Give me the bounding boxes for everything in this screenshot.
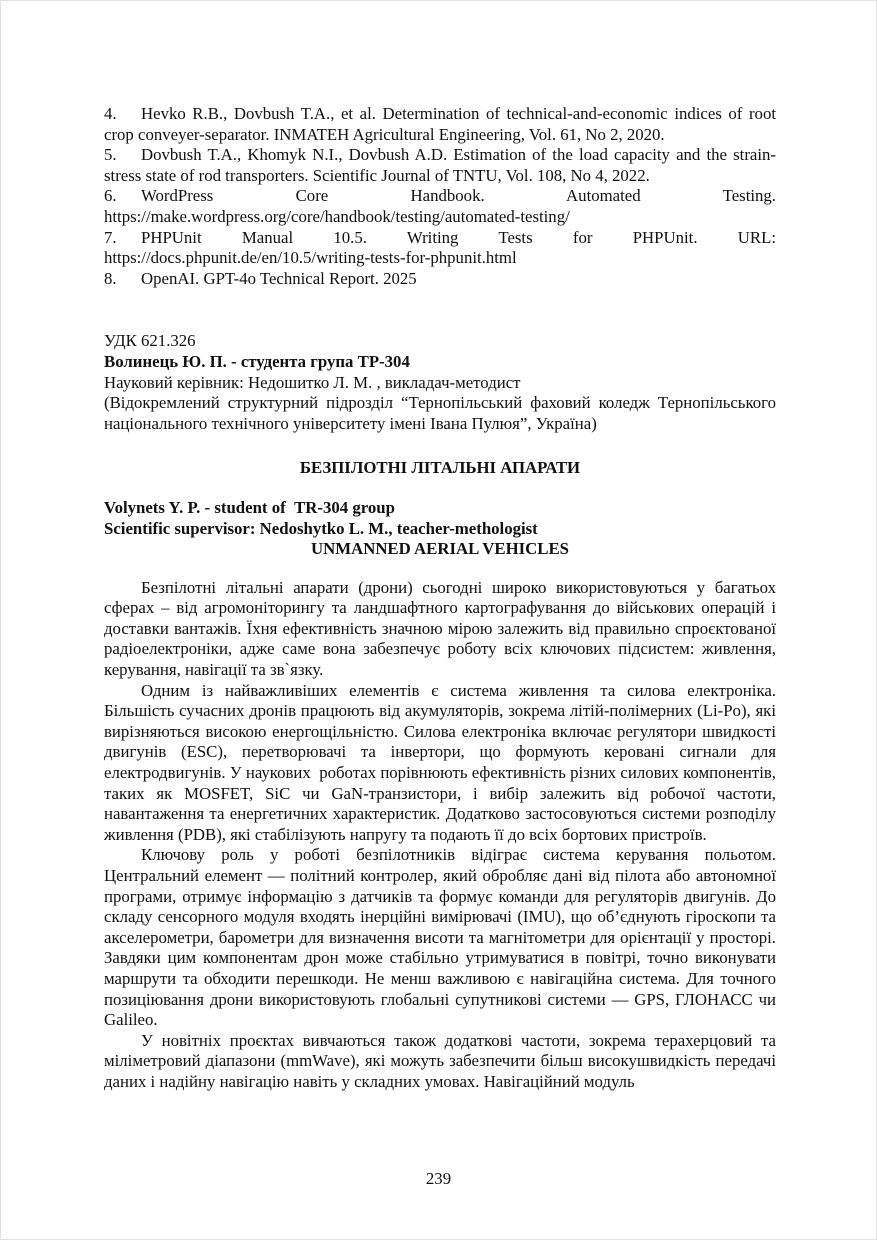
reference-text: OpenAI. GPT-4o Technical Report. 2025	[141, 268, 417, 288]
body-paragraph: Ключову роль у роботі безпілотників відіграє система керування польотом. Центральний елемент — політний контролер, який обробляє дані від пілота або автономної програми, отримує інформацію з датчиків та формує команди для регуляторів двигунів. До складу сенсорного модуля входять інерційні вимірювачі (IMU), що об’єднують гіроскопи та акселерометри, барометри для визначення висоти та магнітометри для орієнтації у просторі. Завдяки цим компонентам дрон може стабільно утримуватися в повітрі, точно виконувати маршрути та обходити перешкоди. Не менш важливою є навігаційна система. Для точного позиціювання дрони використовують глобальні супутникові системи — GPS, ГЛОНАСС чи Galileo.	[104, 845, 776, 1030]
reference-number: 8.	[104, 268, 117, 288]
supervisor-en: Scientific supervisor: Nedoshytko L. M., teacher-methologist	[104, 518, 538, 538]
reference-item	[104, 186, 776, 227]
reference-item	[104, 104, 776, 145]
reference-number: 5.	[104, 145, 117, 165]
author-en: Volynets Y. P. - student of TR-304 group	[104, 497, 395, 517]
reference-item	[104, 145, 776, 186]
reference-number: 4.	[104, 104, 117, 123]
article-title-en: UNMANNED AERIAL VEHICLES	[311, 539, 569, 559]
reference-text: Dovbush T.A., Khomyk N.I., Dovbush A.D. Estimation of the load capacity and the strain-stress state of rod transporters. Scientific Journal of TNTU, Vol. 108, No 4, 2022.	[104, 145, 776, 185]
reference-text: PHPUnit Manual 10.5. Writing Tests for PHPUnit. URL: https://docs.phpunit.de/en/10.5/writing-tests-for-phpunit.html	[104, 227, 776, 268]
udc-code: УДК 621.326	[104, 331, 196, 351]
reference-text: Hevko R.B., Dovbush T.A., et al. Determination of technical-and-economic indices of root crop conveyer-separator. INMATEH Agricultural Engineering, Vol. 61, No 2, 2020.	[104, 104, 776, 144]
affiliation-uk: (Відокремлений структурний підрозділ “Тернопільський фаховий коледж Тернопільського національного технічного університету імені Івана Пулюя”, Україна)	[104, 393, 776, 433]
body-paragraph: Безпілотні літальні апарати (дрони) сьогодні широко використовуються у багатьох сферах – від агромоніторингу та ландшафтного картографування до військових операцій і доставки вантажів. Їхня ефективність значною мірою залежить від правильно спроєктованої радіоелектроніки, адже саме вона забезпечує роботу всіх ключових підсистем: живлення, керування, навігації та зв`язку.	[104, 577, 776, 680]
body-paragraph: У новітніх проєктах вивчаються також додаткові частоти, зокрема терахерцовий та міліметровий діапазони (mmWave), які можуть забезпечити більш високушвидкість передачі даних і надійну навігацію навіть у складних умовах. Навігаційний модуль	[104, 1030, 776, 1091]
article-header-en	[104, 498, 776, 560]
body-paragraph: Одним із найважливіших елементів є система живлення та силова електроніка. Більшість сучасних дронів працюють від акумуляторів, зокрема літій-полімерних (Li-Po), які вирізняються високою енергощільністю. Силова електроніка включає регулятори швидкості двигунів (ESC), перетворювачі та інвертори, що формують керовані сигнали для електродвигунів. У наукових роботах порівнюють ефективність різних силових компонентів, таких як MOSFET, SiC чи GaN-транзистори, і вибір залежить від робочої частоти, навантаження та енергетичних характеристик. Додатково застосовуються системи розподілу живлення (PDB), які стабілізують напругу та подають її до всіх бортових пристроїв.	[104, 680, 776, 844]
article-title-uk: БЕЗПІЛОТНІ ЛІТАЛЬНІ АПАРАТИ	[299, 458, 581, 478]
page-content	[104, 104, 776, 1093]
reference-text: WordPress Core Handbook. Automated Testing. https://make.wordpress.org/core/handbook/testing/automated-testing/	[104, 186, 776, 226]
reference-number: 6.	[104, 186, 117, 206]
article-header	[104, 331, 776, 434]
page-number: 239	[425, 1169, 452, 1188]
author-uk: Волинець Ю. П. - студента група ТР-304	[104, 351, 410, 371]
reference-item	[104, 269, 776, 290]
reference-number: 7.	[104, 227, 117, 247]
supervisor-uk: Науковий керівник: Недошитко Л. М. , викладач-методист	[104, 372, 521, 392]
reference-item	[104, 228, 776, 269]
